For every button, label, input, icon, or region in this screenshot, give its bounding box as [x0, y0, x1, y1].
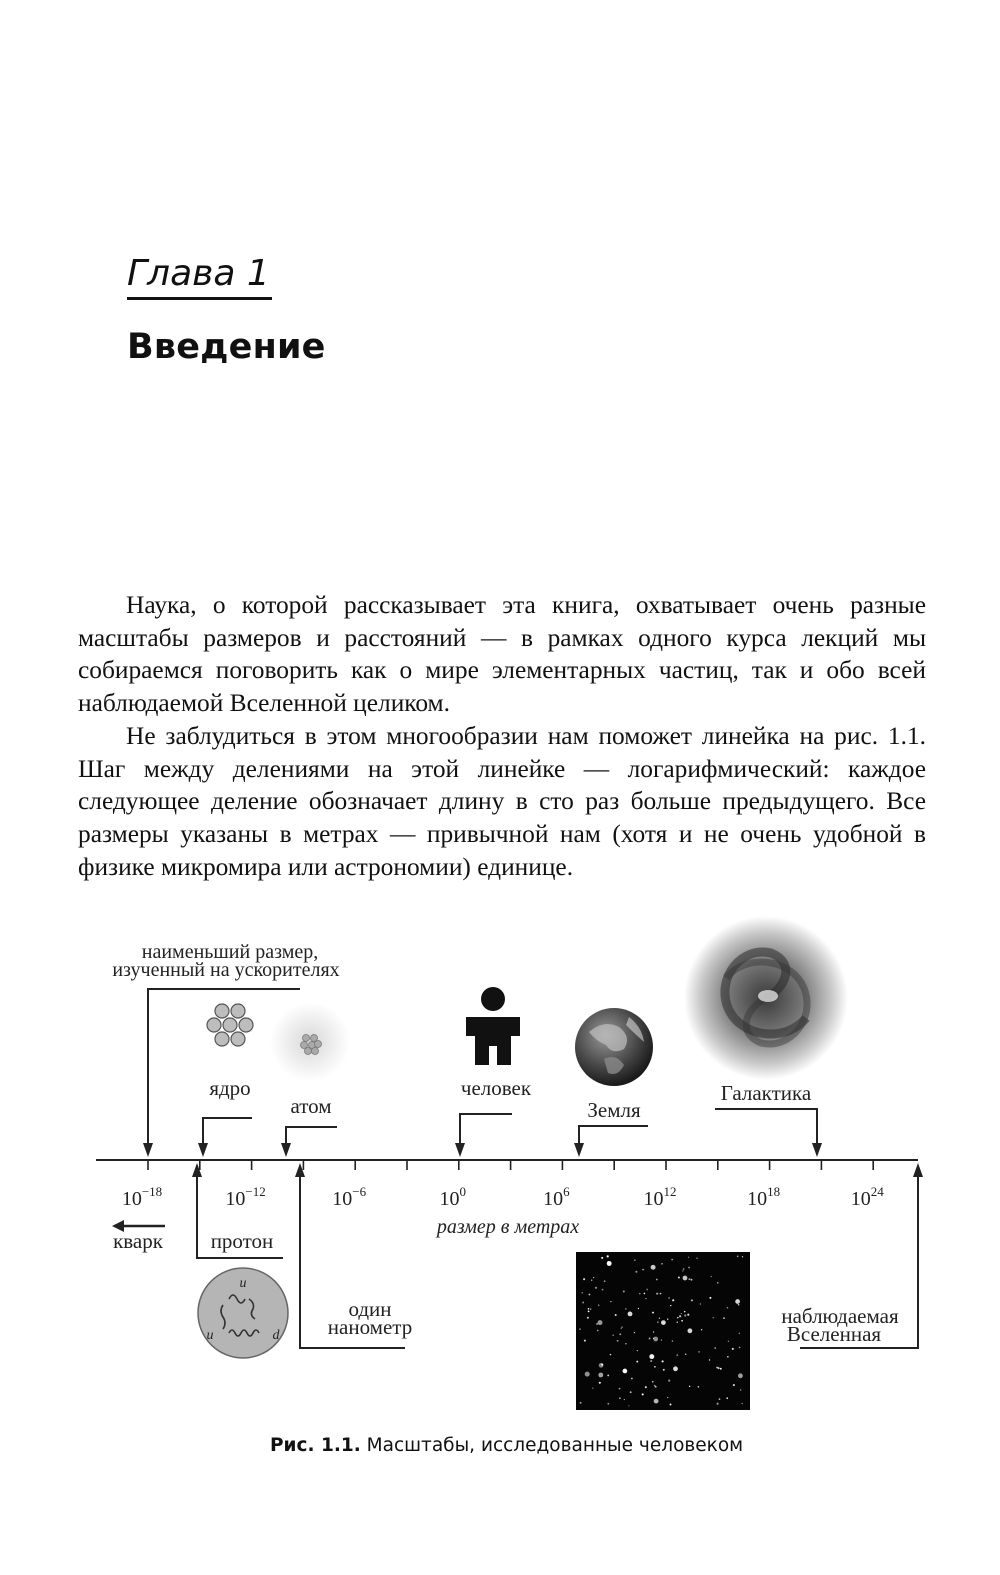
star [596, 1323, 598, 1325]
star [635, 1271, 637, 1273]
star [642, 1269, 644, 1271]
star [583, 1278, 585, 1280]
star [688, 1267, 690, 1269]
star [676, 1354, 678, 1356]
star [735, 1299, 740, 1304]
caption-text: Масштабы, исследованные человеком [366, 1435, 744, 1456]
star [653, 1331, 654, 1332]
star [691, 1279, 693, 1281]
star [644, 1293, 646, 1295]
proton-quark-right: d [272, 1328, 280, 1343]
tick-label: $10^{12}$ [643, 1184, 677, 1210]
star [696, 1258, 697, 1259]
star [700, 1303, 701, 1304]
star [671, 1259, 673, 1261]
star [598, 1320, 603, 1325]
tick-label: $10^{24}$ [850, 1184, 884, 1210]
star [739, 1347, 741, 1349]
star [598, 1373, 603, 1378]
paragraph-2: Не заблудиться в этом многообразии нам поможет линейка на рис. 1.1. Шаг между делениями на этой линейке — логарифмический: каждое следующее деление обозначает длину в сто раз больше предыдущего. Все размеры указаны в метрах — привычной нам (хотя и не очень удобной в физике микромира или астрономии) единице. [78, 721, 926, 881]
star [601, 1364, 603, 1366]
atom-label: атом [290, 1094, 332, 1118]
star [723, 1317, 725, 1319]
galaxy-label: Галактика [720, 1081, 812, 1105]
star [604, 1280, 606, 1282]
tick-label: $10^{-12}$ [225, 1184, 266, 1210]
star [639, 1293, 641, 1295]
star [685, 1353, 686, 1354]
quark-label: кварк [113, 1229, 163, 1253]
star [638, 1308, 639, 1309]
star [582, 1302, 584, 1304]
star [698, 1351, 700, 1353]
atom-icon [270, 1002, 350, 1082]
star [642, 1393, 644, 1395]
star [683, 1276, 688, 1281]
star [607, 1261, 608, 1262]
star [711, 1276, 712, 1277]
body-text [78, 589, 926, 883]
star [688, 1278, 690, 1280]
star [654, 1366, 656, 1368]
star [717, 1403, 719, 1405]
star [634, 1332, 635, 1333]
earth-label: Земля [587, 1098, 641, 1122]
star [678, 1276, 680, 1278]
star [621, 1326, 622, 1327]
star [612, 1334, 614, 1336]
star [597, 1330, 599, 1332]
star [714, 1347, 716, 1349]
star [599, 1382, 601, 1384]
star [617, 1340, 619, 1342]
star [653, 1337, 658, 1342]
star [592, 1388, 593, 1389]
star [713, 1317, 714, 1318]
star [587, 1317, 589, 1319]
star [579, 1328, 581, 1330]
star [737, 1256, 739, 1258]
star [590, 1309, 591, 1310]
smallest-label-line2: изученный на ускорителях [112, 959, 340, 981]
galaxy-arrowhead [812, 1143, 822, 1157]
star [652, 1312, 654, 1314]
nucleus-icon [207, 1004, 253, 1046]
tick-label: $10^6$ [543, 1184, 570, 1210]
star [595, 1287, 597, 1289]
star [649, 1354, 654, 1359]
star [720, 1368, 722, 1370]
star [738, 1373, 743, 1378]
star [661, 1320, 666, 1325]
star [681, 1320, 683, 1322]
universe-arrowhead [913, 1163, 923, 1177]
chapter-title: Введение [127, 327, 326, 367]
proton-quark-top: u [239, 1276, 247, 1291]
tick-label: $10^{-18}$ [121, 1184, 163, 1210]
nanometer-label-line2: нанометр [327, 1315, 413, 1339]
star [582, 1292, 583, 1293]
star [607, 1403, 609, 1405]
star [654, 1399, 659, 1404]
star [738, 1304, 740, 1306]
star [621, 1328, 622, 1329]
star [650, 1360, 652, 1362]
star [709, 1297, 711, 1299]
star [677, 1317, 679, 1319]
star [691, 1299, 693, 1301]
star [662, 1360, 664, 1362]
star [654, 1385, 656, 1387]
star [624, 1399, 625, 1400]
nanometer-label-line1: один [348, 1297, 392, 1321]
star [687, 1328, 692, 1333]
star [657, 1321, 659, 1323]
star [684, 1314, 686, 1316]
star [601, 1257, 603, 1259]
tick-label: $10^0$ [439, 1184, 467, 1210]
star [580, 1402, 582, 1404]
human-icon [466, 987, 520, 1065]
star [681, 1313, 682, 1314]
universe-label-line1: наблюдаемая [781, 1304, 899, 1328]
galaxy-pointer [715, 1109, 817, 1153]
star [623, 1290, 625, 1292]
star [660, 1293, 662, 1295]
star [684, 1311, 686, 1313]
star [672, 1340, 673, 1341]
human-pointer [460, 1114, 512, 1153]
smallest-label-line1: наименьший размер, [141, 941, 319, 963]
universe-label-line2: Вселенная [786, 1322, 882, 1346]
star [656, 1279, 658, 1281]
star [610, 1301, 611, 1302]
star [653, 1338, 654, 1339]
star [619, 1388, 621, 1390]
minor-ticks [148, 1160, 873, 1170]
star [670, 1404, 672, 1406]
scale-figure [0, 915, 1000, 1420]
tick-label: $10^{-6}$ [332, 1184, 367, 1210]
star [630, 1391, 632, 1393]
star [619, 1398, 620, 1399]
star [717, 1282, 719, 1284]
star [637, 1350, 638, 1351]
paragraph-1: Наука, о которой рассказывает эта книга, охватывает очень разные масштабы размеров и расстояний — в рамках одного курса лекций мы собираемся поговорить как о мире элементарных частиц, так и обо всей наблюдаемой Вселенной целиком. [78, 591, 926, 718]
star [673, 1366, 678, 1371]
smallest-arrowhead [143, 1143, 153, 1157]
star [701, 1329, 702, 1330]
star [593, 1277, 594, 1278]
star [667, 1397, 668, 1398]
star [628, 1311, 633, 1316]
star [591, 1280, 592, 1281]
star [677, 1322, 678, 1323]
galaxy-icon [684, 916, 848, 1080]
star [661, 1263, 663, 1265]
star [631, 1378, 633, 1380]
human-label: человек [460, 1076, 532, 1100]
proton-label: протон [210, 1229, 274, 1253]
chapter-label: Глава 1 [127, 252, 272, 300]
star [679, 1315, 681, 1317]
caption-number: Рис. 1.1. [270, 1435, 361, 1456]
star [649, 1338, 651, 1340]
star [610, 1354, 611, 1355]
star [719, 1398, 721, 1400]
star [688, 1257, 689, 1258]
star [634, 1259, 635, 1260]
earth-arrowhead [574, 1143, 584, 1157]
star [698, 1386, 700, 1388]
star [732, 1348, 734, 1350]
tick-label: $10^{18}$ [747, 1184, 781, 1210]
star [645, 1386, 647, 1388]
star [683, 1268, 685, 1270]
human-arrowhead [455, 1143, 465, 1157]
star [742, 1256, 743, 1257]
star [661, 1339, 662, 1340]
star [636, 1361, 638, 1363]
star [656, 1293, 658, 1295]
star [625, 1308, 627, 1310]
atom-arrowhead [281, 1143, 291, 1157]
star [588, 1311, 590, 1313]
star [663, 1369, 665, 1371]
star [687, 1314, 689, 1316]
star [667, 1319, 668, 1320]
star [619, 1333, 621, 1335]
star [727, 1356, 729, 1358]
star [588, 1308, 590, 1310]
figure-caption [270, 1432, 870, 1460]
star [652, 1381, 654, 1383]
star [589, 1294, 591, 1296]
star [726, 1397, 728, 1399]
proton-quark-left: u [206, 1328, 214, 1343]
tick-labels [122, 1184, 884, 1210]
star [670, 1305, 671, 1306]
star [689, 1386, 690, 1387]
star [709, 1359, 710, 1360]
star [739, 1333, 740, 1334]
earth-icon [575, 1008, 653, 1086]
star [645, 1298, 646, 1299]
star [607, 1255, 609, 1257]
star [668, 1379, 670, 1381]
star [615, 1314, 617, 1316]
universe-icon [576, 1252, 750, 1410]
nucleus-pointer [203, 1118, 252, 1153]
star [651, 1265, 656, 1270]
nucleus-arrowhead [198, 1143, 208, 1157]
star [623, 1369, 628, 1374]
star [628, 1405, 629, 1406]
star [659, 1318, 660, 1319]
earth-pointer [579, 1126, 648, 1153]
star [646, 1289, 648, 1291]
star [718, 1367, 720, 1369]
star [728, 1341, 729, 1342]
star [598, 1305, 599, 1306]
axis-label: размер в метрах [436, 1216, 580, 1238]
star [607, 1374, 609, 1376]
nucleus-label: ядро [209, 1076, 251, 1100]
star [741, 1403, 743, 1405]
star [668, 1297, 670, 1299]
star [740, 1389, 741, 1390]
star [585, 1372, 590, 1377]
star [682, 1270, 683, 1271]
star [672, 1299, 674, 1301]
star [733, 1384, 735, 1386]
star [584, 1340, 586, 1342]
star [727, 1307, 729, 1309]
star [602, 1289, 604, 1291]
star [625, 1343, 626, 1344]
atom-pointer [286, 1127, 337, 1153]
